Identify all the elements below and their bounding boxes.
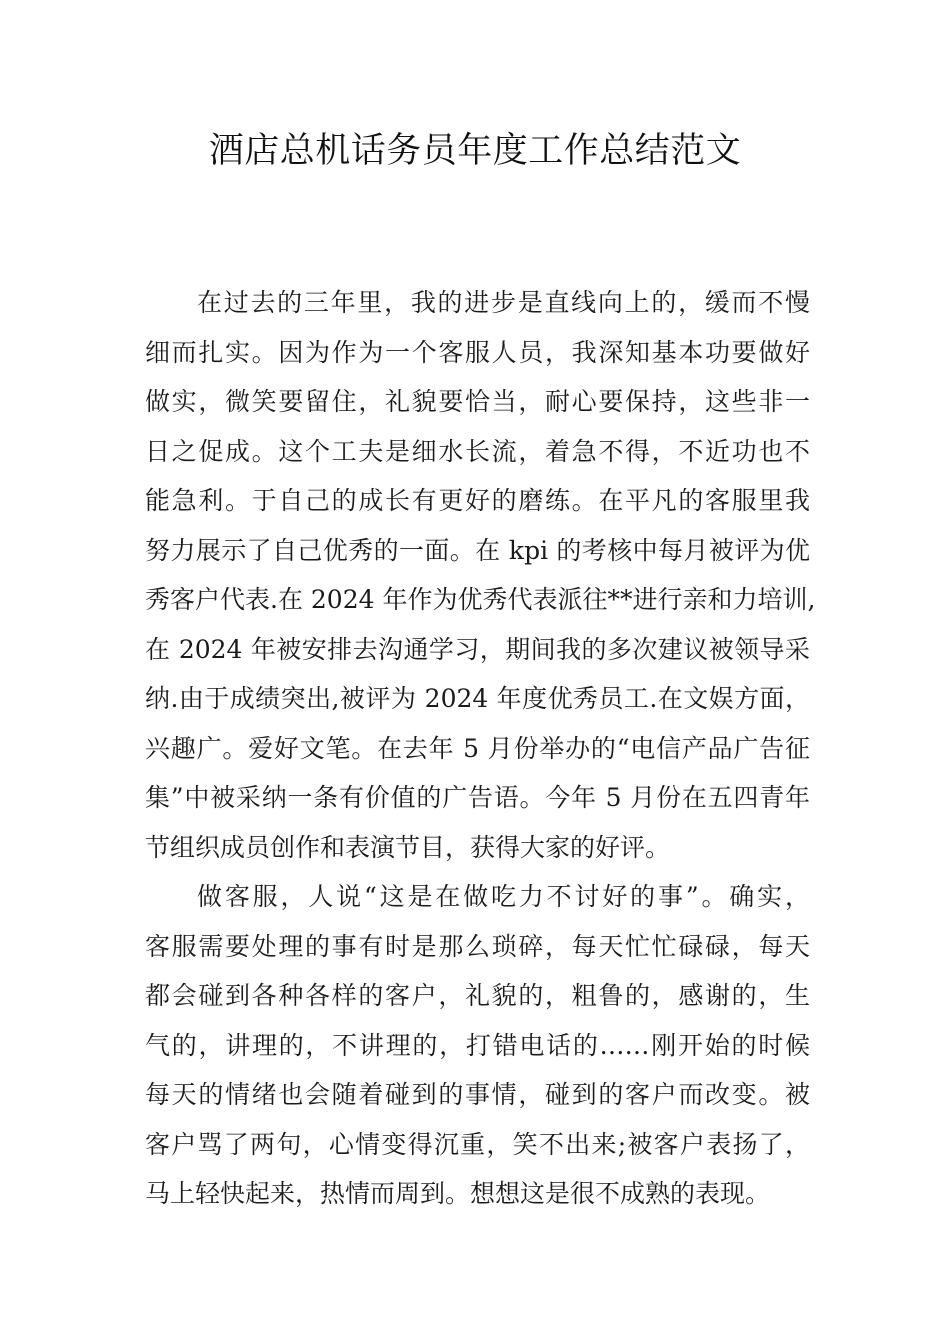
text-line: 能急利。于自己的成长有更好的磨练。在平凡的客服里我 xyxy=(145,486,810,515)
text-line: 纳.由于成绩突出,被评为 2024 年度优秀员工.在文娱方面， xyxy=(145,684,810,713)
text-line: 日之促成。这个工夫是细水长流，着急不得，不近功也不 xyxy=(145,436,810,466)
text-line: 集”中被采纳一条有价值的广告语。今年 5 月份在五四青年 xyxy=(145,783,810,812)
text-line: 在过去的三年里，我的进步是直线向上的，缓而不慢 xyxy=(197,288,810,317)
text-line: 秀客户代表.在 2024 年作为优秀代表派往**进行亲和力培训, xyxy=(145,585,816,614)
text-line: 做实，微笑要留住，礼貌要恰当，耐心要保持，这些非一 xyxy=(145,387,810,416)
text-line: 努力展示了自己优秀的一面。在 kpi 的考核中每月被评为优 xyxy=(145,535,810,565)
text-line: 都会碰到各种各样的客户，礼貌的，粗鲁的，感谢的，生 xyxy=(145,981,810,1010)
paragraph-1 xyxy=(145,278,816,872)
text-line: 细而扎实。因为作为一个客服人员，我深知基本功要做好 xyxy=(145,337,810,367)
text-line: 马上轻快起来，热情而周到。想想这是很不成熟的表现。 xyxy=(145,1179,771,1208)
text-line: 客服需要处理的事有时是那么琐碎，每天忙忙碌碌，每天 xyxy=(145,931,810,961)
text-line: 气的，讲理的，不讲理的，打错电话的……刚开始的时候 xyxy=(145,1030,810,1060)
document-body xyxy=(145,278,816,1219)
text-line: 做客服，人说“这是在做吃力不讨好的事”。确实， xyxy=(197,882,810,911)
text-line: 兴趣广。爱好文笔。在去年 5 月份举办的“电信产品广告征 xyxy=(145,733,810,763)
text-line: 客户骂了两句，心情变得沉重，笑不出来;被客户表扬了， xyxy=(145,1129,810,1159)
text-line: 在 2024 年被安排去沟通学习，期间我的多次建议被领导采 xyxy=(145,634,810,664)
text-line: 节组织成员创作和表演节目，获得大家的好评。 xyxy=(145,832,671,862)
document-title: 酒店总机话务员年度工作总结范文 xyxy=(208,131,742,171)
text-line: 每天的情绪也会随着碰到的事情，碰到的客户而改变。被 xyxy=(145,1080,810,1109)
paragraph-2 xyxy=(145,872,810,1219)
